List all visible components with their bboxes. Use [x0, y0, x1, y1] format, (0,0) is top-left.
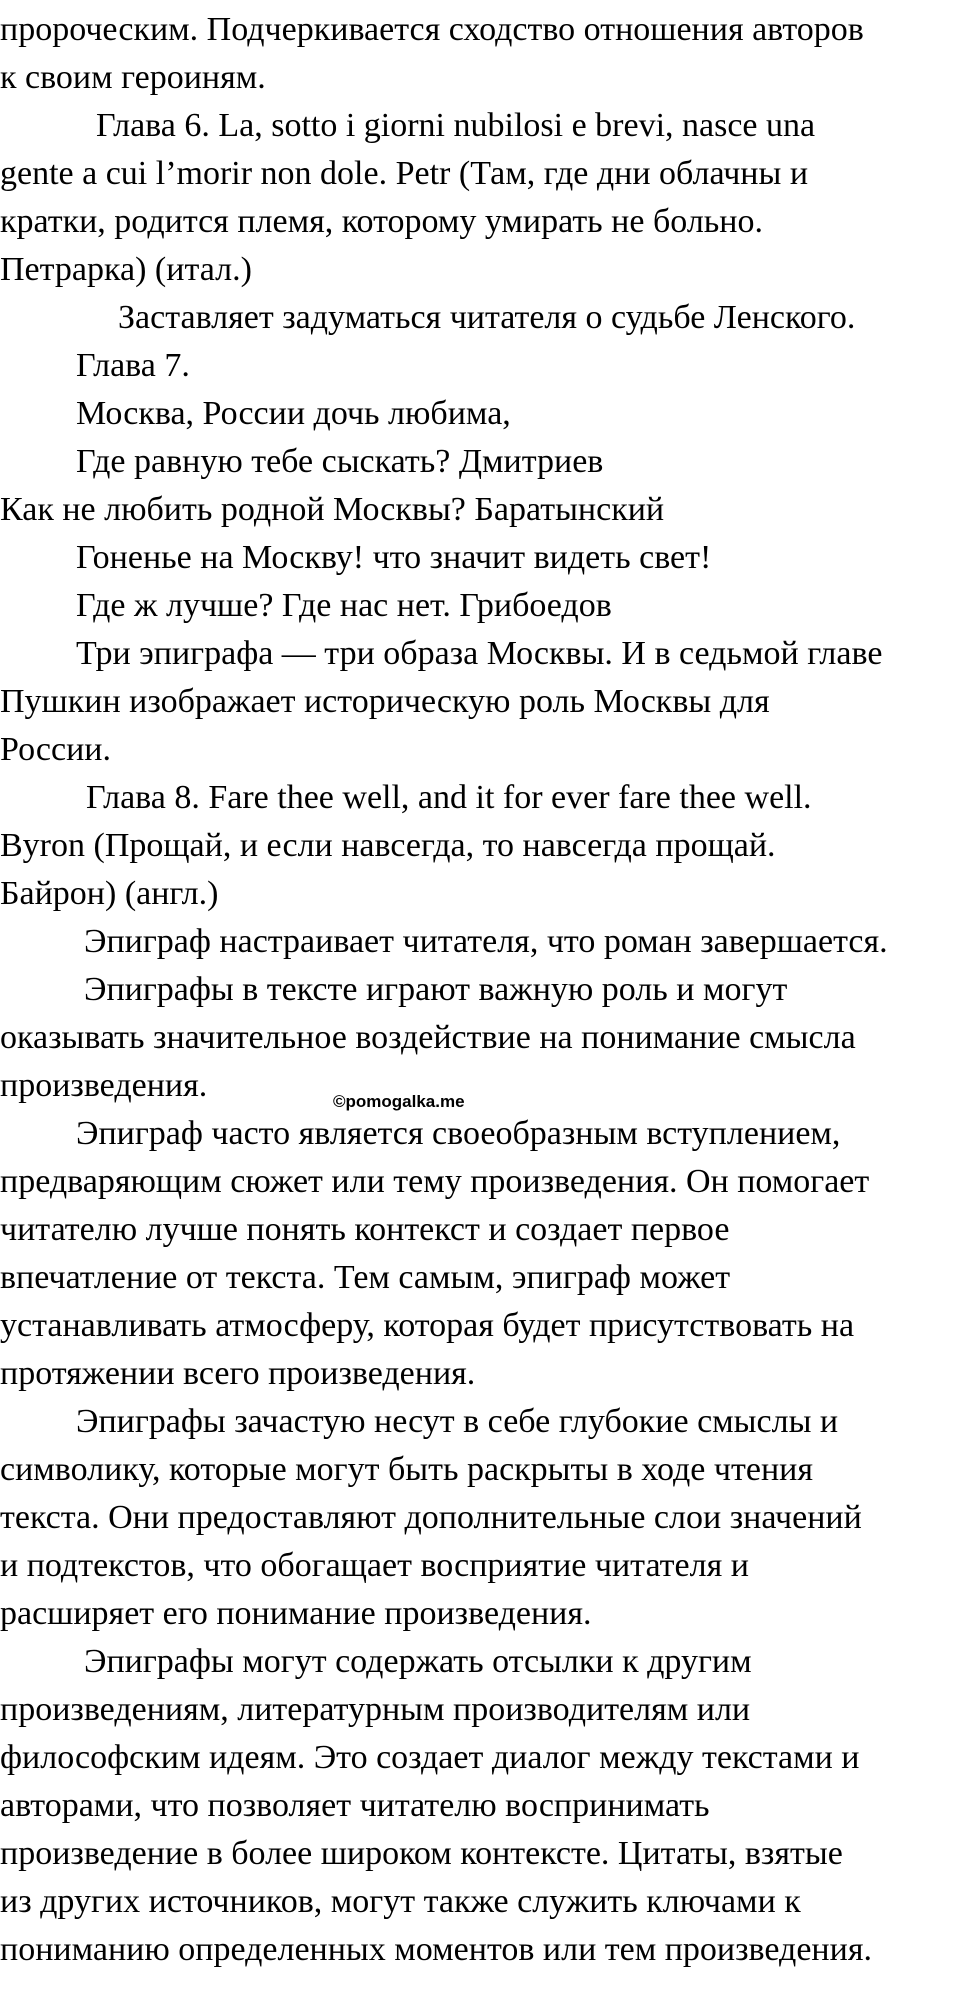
text-line: Где ж лучше? Где нас нет. Грибоедов — [76, 587, 612, 624]
text-line: Москва, России дочь любима, — [76, 395, 511, 432]
text-line: авторами, что позволяет читателю воспринимать — [0, 1787, 710, 1824]
text-line: Как не любить родной Москвы? Баратынский — [0, 491, 665, 528]
text-line: устанавливать атмосферу, которая будет присутствовать на — [0, 1307, 855, 1344]
text-line: Эпиграфы в тексте играют важную роль и могут — [84, 971, 788, 1008]
text-line: текста. Они предоставляют дополнительные слои значений — [0, 1499, 862, 1536]
text-line: предваряющим сюжет или тему произведения. Он помогает — [0, 1163, 870, 1200]
text-line: Byron (Прощай, и если навсегда, то навсегда прощай. — [0, 827, 776, 864]
text-line: кратки, родится племя, которому умирать не больно. — [0, 203, 763, 240]
text-line: Пушкин изображает историческую роль Москвы для — [0, 683, 770, 720]
text-line: произведениям, литературным производителям или — [0, 1691, 751, 1728]
text-line: и подтекстов, что обогащает восприятие читателя и — [0, 1547, 749, 1584]
text-line: впечатление от текста. Тем самым, эпиграф может — [0, 1259, 731, 1296]
text-line: пониманию определенных моментов или тем произведения. — [0, 1931, 872, 1968]
text-line: пророческим. Подчеркивается сходство отношения авторов — [0, 11, 864, 48]
text-line: Глава 8. Fare thee well, and it for ever fare thee well. — [86, 779, 812, 816]
text-line: России. — [0, 731, 111, 768]
text-line: Байрон) (англ.) — [0, 875, 219, 912]
text-line: Три эпиграфа — три образа Москвы. И в седьмой главе — [76, 635, 883, 672]
text-line: Глава 6. La, sotto i giorni nubilosi e brevi, nasce una — [96, 107, 816, 144]
text-line: Где равную тебе сыскать? Дмитриев — [76, 443, 604, 480]
text-line: Эпиграф настраивает читателя, что роман завершается. — [84, 923, 888, 960]
text-line: Эпиграфы могут содержать отсылки к другим — [84, 1643, 752, 1680]
text-line: читателю лучше понять контекст и создает первое — [0, 1211, 730, 1248]
text-line: расширяет его понимание произведения. — [0, 1595, 592, 1632]
text-line: Глава 7. — [76, 347, 190, 384]
text-line: из других источников, могут также служить ключами к — [0, 1883, 801, 1920]
text-line: произведение в более широком контексте. Цитаты, взятые — [0, 1835, 843, 1872]
text-line: gente a cui l’morir non dole. Petr (Там, где дни облачны и — [0, 155, 809, 192]
text-line: философским идеям. Это создает диалог между текстами и — [0, 1739, 860, 1776]
text-line: оказывать значительное воздействие на понимание смысла — [0, 1019, 856, 1056]
text-line: протяжении всего произведения. — [0, 1355, 476, 1392]
watermark-text: ©pomogalka.me — [333, 1092, 465, 1111]
text-line: произведения. — [0, 1067, 208, 1104]
text-line: Эпиграфы зачастую несут в себе глубокие смыслы и — [76, 1403, 839, 1440]
text-line: Заставляет задуматься читателя о судьбе Ленского. — [118, 299, 856, 336]
text-line: к своим героиням. — [0, 59, 266, 96]
text-line: Петрарка) (итал.) — [0, 251, 252, 288]
text-line: Гоненье на Москву! что значит видеть свет! — [76, 539, 712, 576]
text-line: символику, которые могут быть раскрыты в ходе чтения — [0, 1451, 813, 1488]
text-line: Эпиграф часто является своеобразным вступлением, — [76, 1115, 841, 1152]
